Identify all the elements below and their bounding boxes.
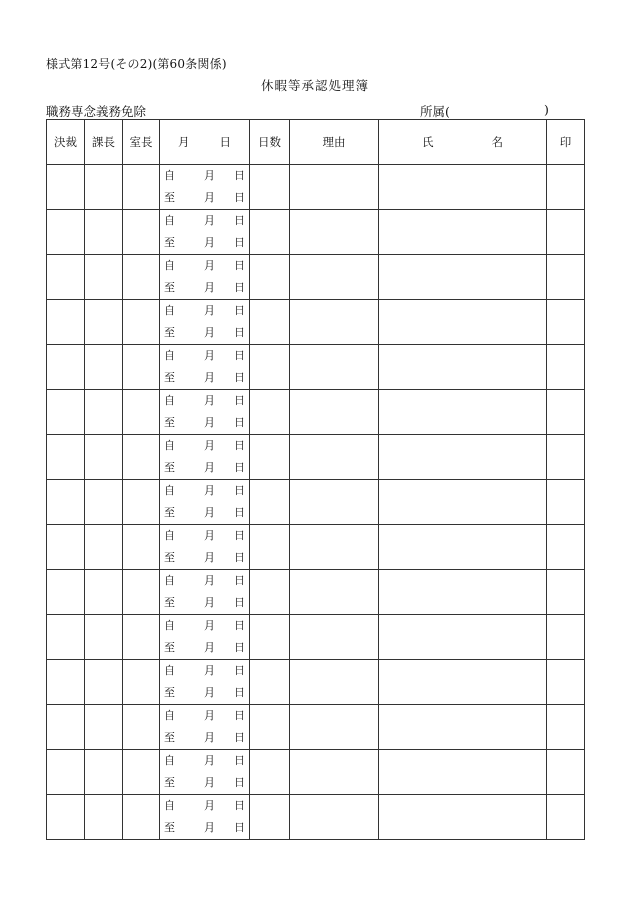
date-from-prefix: 自 (164, 169, 175, 182)
date-from-line (160, 345, 249, 367)
name-cell[interactable] (379, 525, 547, 570)
section-chief-cell[interactable] (85, 210, 123, 255)
office-chief-cell[interactable] (123, 525, 160, 570)
decision-cell[interactable] (47, 795, 85, 840)
days-count-cell[interactable] (250, 750, 290, 795)
month-unit: 月 (204, 281, 215, 294)
month-unit: 月 (204, 799, 215, 812)
name-cell[interactable] (379, 750, 547, 795)
month-unit: 月 (204, 416, 215, 429)
days-count-cell[interactable] (250, 255, 290, 300)
header-given-name: 名 (491, 135, 503, 149)
name-cell[interactable] (379, 660, 547, 705)
table-header-row (47, 120, 585, 165)
month-unit: 月 (204, 169, 215, 182)
date-range-cell[interactable] (160, 165, 250, 210)
decision-cell[interactable] (47, 345, 85, 390)
table-row (47, 705, 585, 750)
days-count-cell[interactable] (250, 165, 290, 210)
day-unit: 日 (234, 281, 245, 294)
day-unit: 日 (234, 236, 245, 249)
date-to-prefix: 至 (164, 371, 175, 384)
month-unit: 月 (204, 506, 215, 519)
decision-cell[interactable] (47, 525, 85, 570)
office-chief-cell[interactable] (123, 705, 160, 750)
table-row (47, 795, 585, 840)
date-from-line (160, 660, 249, 682)
date-range-cell[interactable] (160, 390, 250, 435)
date-to-line (160, 547, 249, 569)
day-unit: 日 (234, 461, 245, 474)
date-to-prefix: 至 (164, 551, 175, 564)
date-from-line (160, 165, 249, 187)
decision-cell[interactable] (47, 480, 85, 525)
month-unit: 月 (204, 191, 215, 204)
date-range-cell[interactable] (160, 570, 250, 615)
date-from-prefix: 自 (164, 439, 175, 452)
name-cell[interactable] (379, 795, 547, 840)
affiliation-field[interactable] (420, 102, 549, 120)
ledger-body (47, 165, 585, 840)
seal-cell[interactable] (547, 660, 585, 705)
reason-cell[interactable] (290, 300, 379, 345)
month-unit: 月 (204, 439, 215, 452)
day-unit: 日 (234, 596, 245, 609)
seal-cell[interactable] (547, 525, 585, 570)
month-unit: 月 (204, 686, 215, 699)
header-seal: 印 (547, 120, 585, 165)
office-chief-cell[interactable] (123, 480, 160, 525)
day-unit: 日 (234, 191, 245, 204)
reason-cell[interactable] (290, 255, 379, 300)
date-from-line (160, 705, 249, 727)
date-to-prefix: 至 (164, 416, 175, 429)
document-title: 休暇等承認処理簿 (260, 78, 369, 93)
date-to-line (160, 772, 249, 794)
decision-cell[interactable] (47, 435, 85, 480)
name-cell[interactable] (379, 435, 547, 480)
reason-cell[interactable] (290, 480, 379, 525)
decision-cell[interactable] (47, 300, 85, 345)
date-from-line (160, 795, 249, 817)
date-to-line (160, 502, 249, 524)
month-unit: 月 (204, 214, 215, 227)
reason-cell[interactable] (290, 525, 379, 570)
date-from-line (160, 615, 249, 637)
month-unit: 月 (204, 641, 215, 654)
table-row (47, 300, 585, 345)
days-count-cell[interactable] (250, 345, 290, 390)
date-range-cell[interactable] (160, 345, 250, 390)
reason-cell[interactable] (290, 615, 379, 660)
date-from-prefix: 自 (164, 754, 175, 767)
decision-cell[interactable] (47, 750, 85, 795)
table-row (47, 525, 585, 570)
date-from-prefix: 自 (164, 529, 175, 542)
header-name (379, 120, 547, 165)
office-chief-cell[interactable] (123, 570, 160, 615)
table-row (47, 210, 585, 255)
date-from-prefix: 自 (164, 304, 175, 317)
form-number: 様式第12号(その2)(第60条関係) (46, 57, 227, 71)
office-chief-cell[interactable] (123, 390, 160, 435)
date-to-prefix: 至 (164, 191, 175, 204)
day-unit: 日 (234, 574, 245, 587)
month-unit: 月 (204, 664, 215, 677)
date-to-line (160, 277, 249, 299)
affiliation-close: ) (544, 102, 549, 117)
date-range-cell[interactable] (160, 300, 250, 345)
month-unit: 月 (204, 529, 215, 542)
seal-cell[interactable] (547, 480, 585, 525)
date-to-prefix: 至 (164, 326, 175, 339)
date-range-cell[interactable] (160, 795, 250, 840)
header-days-count: 日数 (250, 120, 290, 165)
month-unit: 月 (204, 754, 215, 767)
date-to-prefix: 至 (164, 236, 175, 249)
table-row (47, 390, 585, 435)
section-chief-cell[interactable] (85, 300, 123, 345)
name-cell[interactable] (379, 570, 547, 615)
month-unit: 月 (204, 259, 215, 272)
day-unit: 日 (234, 349, 245, 362)
decision-cell[interactable] (47, 165, 85, 210)
month-unit: 月 (204, 574, 215, 587)
office-chief-cell[interactable] (123, 345, 160, 390)
day-unit: 日 (234, 709, 245, 722)
name-cell[interactable] (379, 345, 547, 390)
date-from-prefix: 自 (164, 394, 175, 407)
office-chief-cell[interactable] (123, 750, 160, 795)
decision-cell[interactable] (47, 390, 85, 435)
date-from-line (160, 750, 249, 772)
section-chief-cell[interactable] (85, 795, 123, 840)
month-unit: 月 (204, 776, 215, 789)
date-range-cell[interactable] (160, 210, 250, 255)
section-chief-cell[interactable] (85, 345, 123, 390)
date-to-line (160, 367, 249, 389)
seal-cell[interactable] (547, 390, 585, 435)
month-unit: 月 (204, 484, 215, 497)
seal-cell[interactable] (547, 435, 585, 480)
office-chief-cell[interactable] (123, 255, 160, 300)
month-unit: 月 (204, 349, 215, 362)
date-range-cell[interactable] (160, 435, 250, 480)
header-office-chief: 室長 (123, 120, 160, 165)
office-chief-cell[interactable] (123, 795, 160, 840)
month-unit: 月 (204, 731, 215, 744)
date-from-prefix: 自 (164, 664, 175, 677)
affiliation-label: 所属( (420, 104, 450, 119)
office-chief-cell[interactable] (123, 615, 160, 660)
days-count-cell[interactable] (250, 570, 290, 615)
days-count-cell[interactable] (250, 390, 290, 435)
section-chief-cell[interactable] (85, 705, 123, 750)
section-chief-cell[interactable] (85, 750, 123, 795)
seal-cell[interactable] (547, 300, 585, 345)
date-from-line (160, 570, 249, 592)
date-to-prefix: 至 (164, 461, 175, 474)
header-reason: 理由 (290, 120, 379, 165)
month-unit: 月 (204, 619, 215, 632)
date-to-prefix: 至 (164, 506, 175, 519)
month-unit: 月 (204, 461, 215, 474)
date-from-line (160, 525, 249, 547)
reason-cell[interactable] (290, 210, 379, 255)
name-cell[interactable] (379, 165, 547, 210)
table-row (47, 165, 585, 210)
reason-cell[interactable] (290, 795, 379, 840)
date-to-prefix: 至 (164, 731, 175, 744)
date-to-prefix: 至 (164, 686, 175, 699)
day-unit: 日 (234, 169, 245, 182)
date-range-cell[interactable] (160, 705, 250, 750)
date-from-prefix: 自 (164, 349, 175, 362)
date-to-prefix: 至 (164, 776, 175, 789)
table-row (47, 255, 585, 300)
reason-cell[interactable] (290, 165, 379, 210)
office-chief-cell[interactable] (123, 435, 160, 480)
day-unit: 日 (234, 416, 245, 429)
day-unit: 日 (234, 259, 245, 272)
days-count-cell[interactable] (250, 435, 290, 480)
days-count-cell[interactable] (250, 660, 290, 705)
date-from-line (160, 210, 249, 232)
reason-cell[interactable] (290, 570, 379, 615)
date-from-prefix: 自 (164, 619, 175, 632)
days-count-cell[interactable] (250, 300, 290, 345)
days-count-cell[interactable] (250, 705, 290, 750)
section-chief-cell[interactable] (85, 615, 123, 660)
table-row (47, 615, 585, 660)
day-unit: 日 (234, 439, 245, 452)
section-chief-cell[interactable] (85, 165, 123, 210)
date-to-prefix: 至 (164, 641, 175, 654)
seal-cell[interactable] (547, 615, 585, 660)
day-unit: 日 (234, 551, 245, 564)
reason-cell[interactable] (290, 390, 379, 435)
date-from-prefix: 自 (164, 214, 175, 227)
day-unit: 日 (234, 821, 245, 834)
date-from-line (160, 480, 249, 502)
date-to-prefix: 至 (164, 281, 175, 294)
date-to-prefix: 至 (164, 821, 175, 834)
table-row (47, 480, 585, 525)
date-range-cell[interactable] (160, 615, 250, 660)
section-chief-cell[interactable] (85, 570, 123, 615)
name-cell[interactable] (379, 210, 547, 255)
decision-cell[interactable] (47, 615, 85, 660)
date-to-line (160, 727, 249, 749)
day-unit: 日 (234, 304, 245, 317)
name-cell[interactable] (379, 390, 547, 435)
seal-cell[interactable] (547, 345, 585, 390)
date-to-line (160, 187, 249, 209)
day-unit: 日 (234, 686, 245, 699)
section-chief-cell[interactable] (85, 525, 123, 570)
date-to-line (160, 412, 249, 434)
day-unit: 日 (234, 529, 245, 542)
seal-cell[interactable] (547, 210, 585, 255)
decision-cell[interactable] (47, 660, 85, 705)
date-to-line (160, 232, 249, 254)
date-from-line (160, 300, 249, 322)
seal-cell[interactable] (547, 570, 585, 615)
date-to-line (160, 592, 249, 614)
reason-cell[interactable] (290, 435, 379, 480)
seal-cell[interactable] (547, 255, 585, 300)
reason-cell[interactable] (290, 345, 379, 390)
date-range-cell[interactable] (160, 525, 250, 570)
date-range-cell[interactable] (160, 480, 250, 525)
date-from-line (160, 255, 249, 277)
date-range-cell[interactable] (160, 750, 250, 795)
seal-cell[interactable] (547, 165, 585, 210)
section-chief-cell[interactable] (85, 255, 123, 300)
day-unit: 日 (234, 776, 245, 789)
reason-cell[interactable] (290, 705, 379, 750)
date-from-prefix: 自 (164, 259, 175, 272)
month-unit: 月 (204, 304, 215, 317)
day-unit: 日 (234, 619, 245, 632)
date-to-line (160, 817, 249, 839)
office-chief-cell[interactable] (123, 660, 160, 705)
section-chief-cell[interactable] (85, 435, 123, 480)
name-cell[interactable] (379, 705, 547, 750)
section-chief-cell[interactable] (85, 480, 123, 525)
date-to-line (160, 637, 249, 659)
month-unit: 月 (204, 596, 215, 609)
table-row (47, 345, 585, 390)
decision-cell[interactable] (47, 705, 85, 750)
month-unit: 月 (204, 236, 215, 249)
date-to-prefix: 至 (164, 596, 175, 609)
day-unit: 日 (234, 371, 245, 384)
day-unit: 日 (234, 641, 245, 654)
date-to-line (160, 457, 249, 479)
date-to-line (160, 322, 249, 344)
day-unit: 日 (234, 506, 245, 519)
date-range-cell[interactable] (160, 660, 250, 705)
name-cell[interactable] (379, 300, 547, 345)
day-unit: 日 (234, 484, 245, 497)
day-unit: 日 (234, 731, 245, 744)
header-date (160, 120, 250, 165)
office-chief-cell[interactable] (123, 300, 160, 345)
day-unit: 日 (234, 799, 245, 812)
table-row (47, 750, 585, 795)
date-from-prefix: 自 (164, 484, 175, 497)
seal-cell[interactable] (547, 795, 585, 840)
header-month: 月 (178, 135, 190, 149)
office-chief-cell[interactable] (123, 165, 160, 210)
days-count-cell[interactable] (250, 525, 290, 570)
days-count-cell[interactable] (250, 480, 290, 525)
days-count-cell[interactable] (250, 795, 290, 840)
date-range-cell[interactable] (160, 255, 250, 300)
table-row (47, 570, 585, 615)
month-unit: 月 (204, 326, 215, 339)
section-chief-cell[interactable] (85, 660, 123, 705)
name-cell[interactable] (379, 255, 547, 300)
table-row (47, 660, 585, 705)
approval-ledger-table (46, 119, 585, 840)
month-unit: 月 (204, 709, 215, 722)
header-surname: 氏 (422, 135, 434, 149)
name-cell[interactable] (379, 615, 547, 660)
date-from-prefix: 自 (164, 799, 175, 812)
section-chief-cell[interactable] (85, 390, 123, 435)
table-row (47, 435, 585, 480)
day-unit: 日 (234, 664, 245, 677)
reason-cell[interactable] (290, 660, 379, 705)
month-unit: 月 (204, 371, 215, 384)
seal-cell[interactable] (547, 750, 585, 795)
days-count-cell[interactable] (250, 210, 290, 255)
header-day: 日 (219, 135, 231, 149)
office-chief-cell[interactable] (123, 210, 160, 255)
decision-cell[interactable] (47, 210, 85, 255)
seal-cell[interactable] (547, 705, 585, 750)
reason-cell[interactable] (290, 750, 379, 795)
category-label: 職務専念義務免除 (46, 104, 147, 119)
date-from-line (160, 435, 249, 457)
month-unit: 月 (204, 821, 215, 834)
date-from-prefix: 自 (164, 709, 175, 722)
date-from-line (160, 390, 249, 412)
name-cell[interactable] (379, 480, 547, 525)
day-unit: 日 (234, 326, 245, 339)
day-unit: 日 (234, 214, 245, 227)
date-from-prefix: 自 (164, 574, 175, 587)
header-section-chief: 課長 (85, 120, 123, 165)
month-unit: 月 (204, 394, 215, 407)
header-decision: 決裁 (47, 120, 85, 165)
date-to-line (160, 682, 249, 704)
day-unit: 日 (234, 394, 245, 407)
days-count-cell[interactable] (250, 615, 290, 660)
day-unit: 日 (234, 754, 245, 767)
month-unit: 月 (204, 551, 215, 564)
decision-cell[interactable] (47, 255, 85, 300)
decision-cell[interactable] (47, 570, 85, 615)
